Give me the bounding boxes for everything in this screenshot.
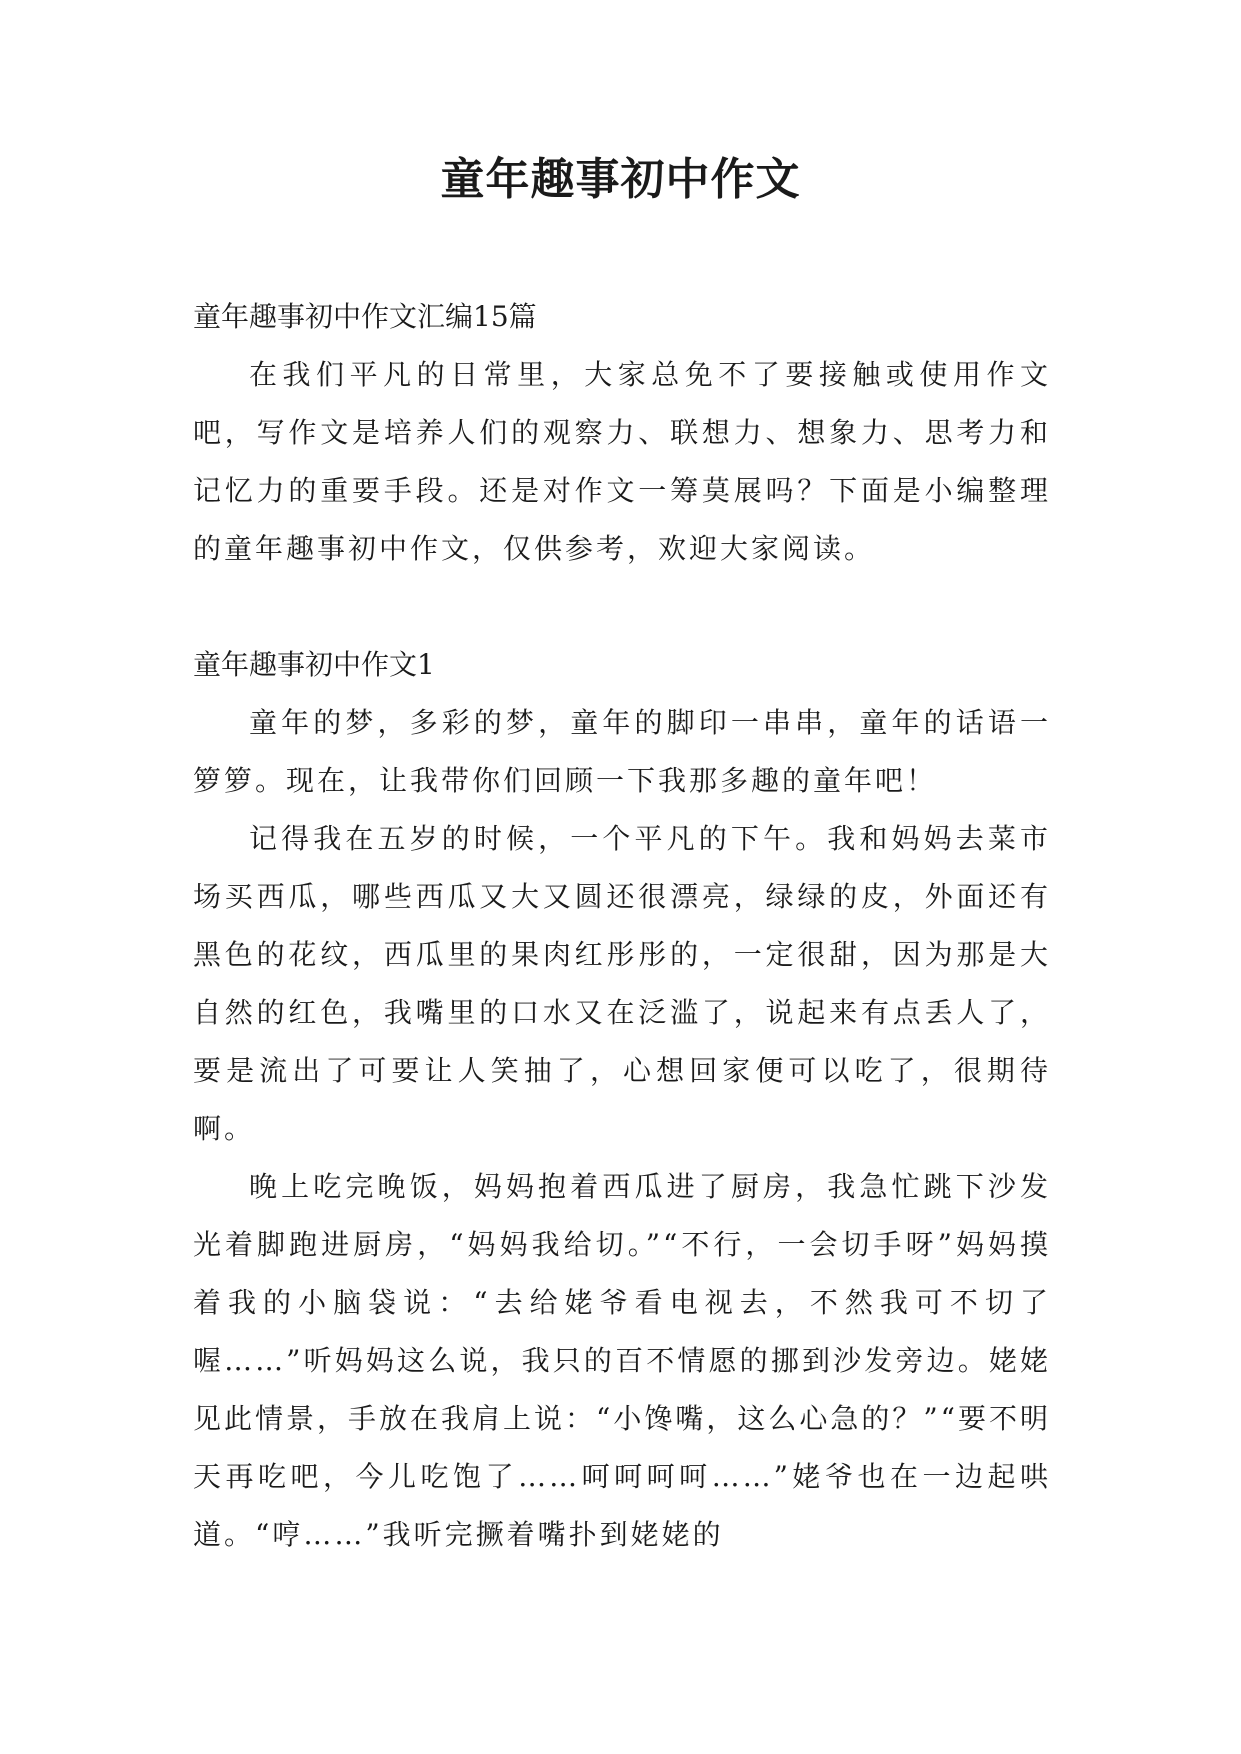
essay-heading: 童年趣事初中作文1 xyxy=(193,648,435,681)
intro-paragraph: 在我们平凡的日常里，大家总免不了要接触或使用作文吧，写作文是培养人们的观察力、联想力、想象力、思考力和记忆力的重要手段。还是对作文一筹莫展吗？下面是小编整理的童年趣事初中作文，仅供参考，欢迎大家阅读。 xyxy=(193,358,1051,565)
collection-heading: 童年趣事初中作文汇编15篇 xyxy=(193,300,537,333)
document-title: 童年趣事初中作文 xyxy=(440,154,801,205)
document-body xyxy=(193,288,1051,1564)
essay-paragraph-2: 记得我在五岁的时候，一个平凡的下午。我和妈妈去菜市场买西瓜，哪些西瓜又大又圆还很漂亮，绿绿的皮，外面还有黑色的花纹，西瓜里的果肉红彤彤的，一定很甜，因为那是大自然的红色，我嘴里的口水又在泛滥了，说起来有点丢人了，要是流出了可要让人笑抽了，心想回家便可以吃了，很期待啊。 xyxy=(193,822,1051,1145)
section-gap xyxy=(193,578,1051,636)
essay-paragraph-3: 晚上吃完晚饭，妈妈抱着西瓜进了厨房，我急忙跳下沙发光着脚跑进厨房，“妈妈我给切。”“不行，一会切手呀”妈妈摸着我的小脑袋说：“去给姥爷看电视去，不然我可不切了喔……”听妈妈这么说，我只的百不情愿的挪到沙发旁边。姥姥见此情景，手放在我肩上说：“小馋嘴，这么心急的？”“要不明天再吃吧，今儿吃饱了……呵呵呵呵……”姥爷也在一边起哄道。“哼……”我听完撅着嘴扑到姥姥的 xyxy=(193,1170,1051,1551)
essay-paragraph-1: 童年的梦，多彩的梦，童年的脚印一串串，童年的话语一箩箩。现在，让我带你们回顾一下我那多趣的童年吧！ xyxy=(193,706,1051,797)
